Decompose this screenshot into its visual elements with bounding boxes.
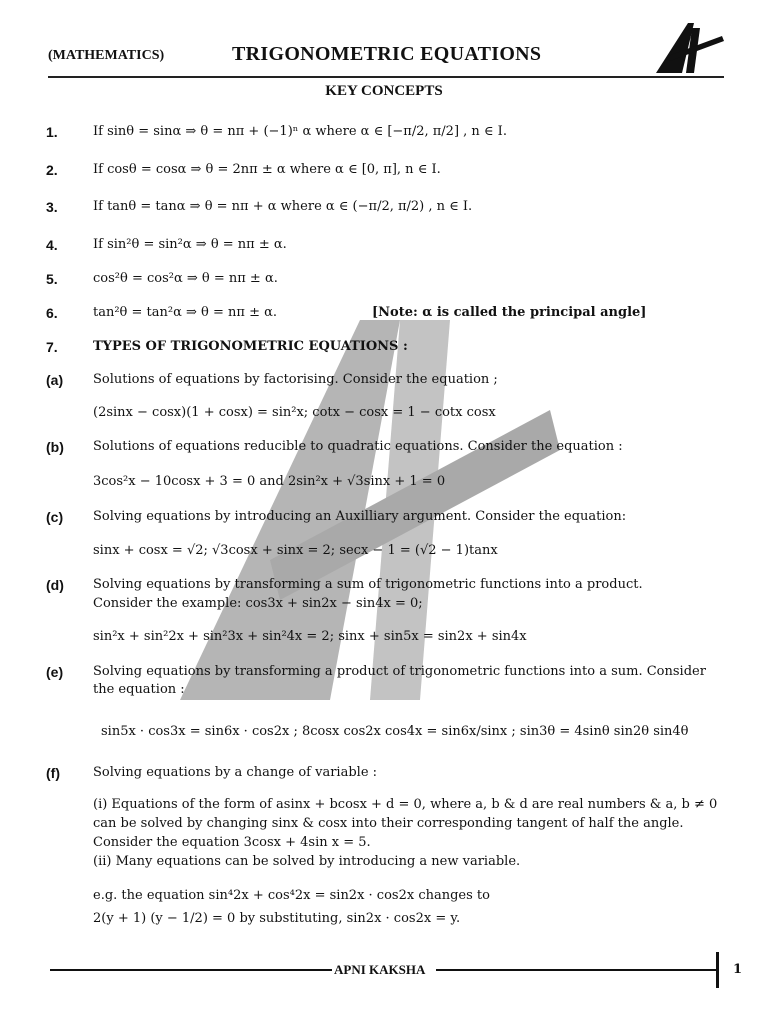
footer-rule-right [436,969,716,971]
type-line: Solutions of equations reducible to quadratic equations. Consider the equation : [93,439,623,454]
type-line: sin²x + sin²2x + sin²3x + sin²4x = 2; sinx + sin5x = sin2x + sin4x [93,629,527,644]
item-text: If sinθ = sinα ⇒ θ = nπ + (−1)ⁿ α where α ∈ [−π/2, π/2] , n ∈ I. [93,124,507,139]
type-line: the equation : [93,682,185,697]
item-number: 6. [46,305,58,321]
type-label: (b) [46,439,64,455]
type-line: Solving equations by transforming a product of trigonometric functions into a sum. Consider [93,664,706,679]
subject-label: (MATHEMATICS) [48,48,165,63]
type-line: sinx + cosx = √2; √3cosx + sinx = 2; secx − 1 = (√2 − 1)tanx [93,543,498,558]
item-text: If cosθ = cosα ⇒ θ = 2nπ ± α where α ∈ [0, π], n ∈ I. [93,162,441,177]
section-title: KEY CONCEPTS [325,83,443,99]
type-line: Solutions of equations by factorising. Consider the equation ; [93,372,498,387]
item-text: TYPES OF TRIGONOMETRIC EQUATIONS : [93,339,408,354]
type-line: 3cos²x − 10cosx + 3 = 0 and 2sin²x + √3sinx + 1 = 0 [93,474,446,489]
item-number: 5. [46,271,58,287]
page-number: 1 [733,962,743,977]
header-divider [48,76,724,78]
type-line: (i) Equations of the form of asinx + bcosx + d = 0, where a, b & d are real numbers & a, b ≠ 0 [93,797,718,812]
type-line: can be solved by changing sinx & cosx into their corresponding tangent of half the angle. [93,816,684,831]
footer-brand: APNI KAKSHA [334,962,426,977]
item-number: 3. [46,199,58,215]
type-line: (2sinx − cosx)(1 + cosx) = sin²x; cotx − cosx = 1 − cotx cosx [93,405,496,420]
footer-rule-left [50,969,332,971]
item-text: tan²θ = tan²α ⇒ θ = nπ ± α. [93,305,278,320]
type-label: (d) [46,577,64,593]
type-label: (a) [46,372,64,388]
principal-angle-note: [Note: α is called the principal angle] [372,305,647,320]
type-label: (e) [46,664,64,680]
item-text: If tanθ = tanα ⇒ θ = nπ + α where α ∈ (−π/2, π/2) , n ∈ I. [93,199,473,214]
brand-logo-icon [648,18,728,78]
type-label: (f) [46,765,60,781]
item-number: 7. [46,339,58,355]
item-number: 2. [46,162,58,178]
type-line: Solving equations by introducing an Auxilliary argument. Consider the equation: [93,509,627,524]
type-line: Solving equations by transforming a sum of trigonometric functions into a product. [93,577,643,592]
item-text: If sin²θ = sin²α ⇒ θ = nπ ± α. [93,237,287,252]
type-line: (ii) Many equations can be solved by introducing a new variable. [93,854,521,869]
type-line: Solving equations by a change of variable : [93,765,378,780]
type-line: Consider the equation 3cosx + 4sin x = 5. [93,835,371,850]
type-line: sin5x · cos3x = sin6x · cos2x ; 8cosx cos2x cos4x = sin6x/sinx ; sin3θ = 4sinθ sin2θ sin4θ [101,724,689,739]
type-label: (c) [46,509,64,525]
page-title: TRIGONOMETRIC EQUATIONS [232,43,542,65]
item-number: 1. [46,124,58,140]
item-text: cos²θ = cos²α ⇒ θ = nπ ± α. [93,271,278,286]
item-number: 4. [46,237,58,253]
type-line: Consider the example: cos3x + sin2x − sin4x = 0; [93,596,423,611]
footer-separator [716,952,719,988]
type-line: 2(y + 1) (y − 1/2) = 0 by substituting, sin2x · cos2x = y. [93,911,461,926]
type-line: e.g. the equation sin⁴2x + cos⁴2x = sin2x · cos2x changes to [93,888,490,903]
